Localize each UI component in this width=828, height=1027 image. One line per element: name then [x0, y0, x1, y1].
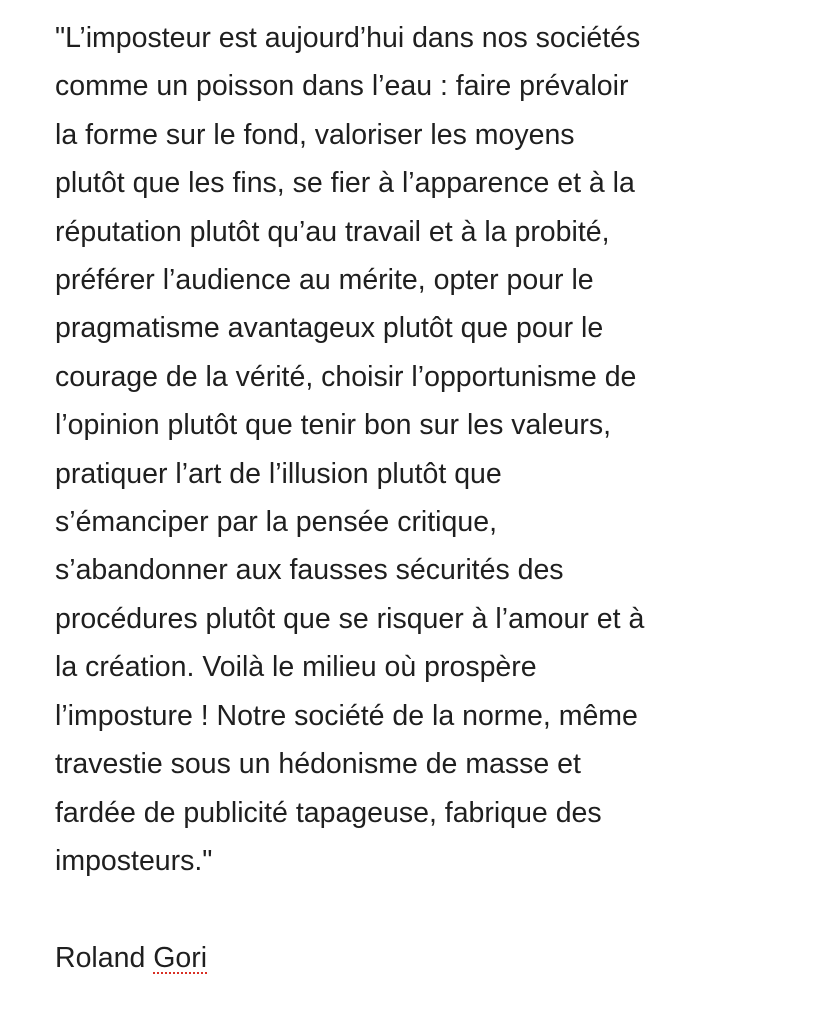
author-last-name-spellcheck[interactable]: Gori — [153, 941, 208, 974]
quote-line: comme un poisson dans l’eau : faire prévaloir — [55, 70, 629, 103]
quote-line: pratiquer l’art de l’illusion plutôt que — [55, 457, 502, 490]
quote-line: s’émanciper par la pensée critique, — [55, 506, 497, 539]
quote-line: réputation plutôt qu’au travail et à la probité, — [55, 215, 610, 248]
author-first-name: Roland — [55, 941, 146, 974]
quote-line: la forme sur le fond, valoriser les moyens — [55, 118, 575, 151]
quote-line: procédures plutôt que se risquer à l’amour et à — [55, 602, 645, 635]
quote-line: courage de la vérité, choisir l’opportunisme de — [55, 360, 637, 393]
quote-text — [55, 14, 815, 885]
quote-line: "L’imposteur est aujourd’hui dans nos sociétés — [55, 22, 641, 54]
quote-line: la création. Voilà le milieu où prospère — [55, 651, 537, 684]
quote-line: pragmatisme avantageux plutôt que pour le — [55, 312, 604, 345]
author-signature — [55, 934, 815, 982]
quote-line: travestie sous un hédonisme de masse et — [55, 748, 581, 781]
quote-line: préférer l’audience au mérite, opter pour le — [55, 264, 594, 297]
quote-line: fardée de publicité tapageuse, fabrique des — [55, 796, 602, 829]
quote-line: imposteurs." — [55, 844, 213, 877]
note-body[interactable] — [55, 14, 815, 982]
blank-line — [55, 885, 815, 933]
quote-line: s’abandonner aux fausses sécurités des — [55, 554, 564, 587]
quote-line: l’opinion plutôt que tenir bon sur les valeurs, — [55, 409, 612, 442]
quote-line: l’imposture ! Notre société de la norme, même — [55, 699, 638, 732]
quote-line: plutôt que les fins, se fier à l’apparence et à la — [55, 167, 635, 200]
